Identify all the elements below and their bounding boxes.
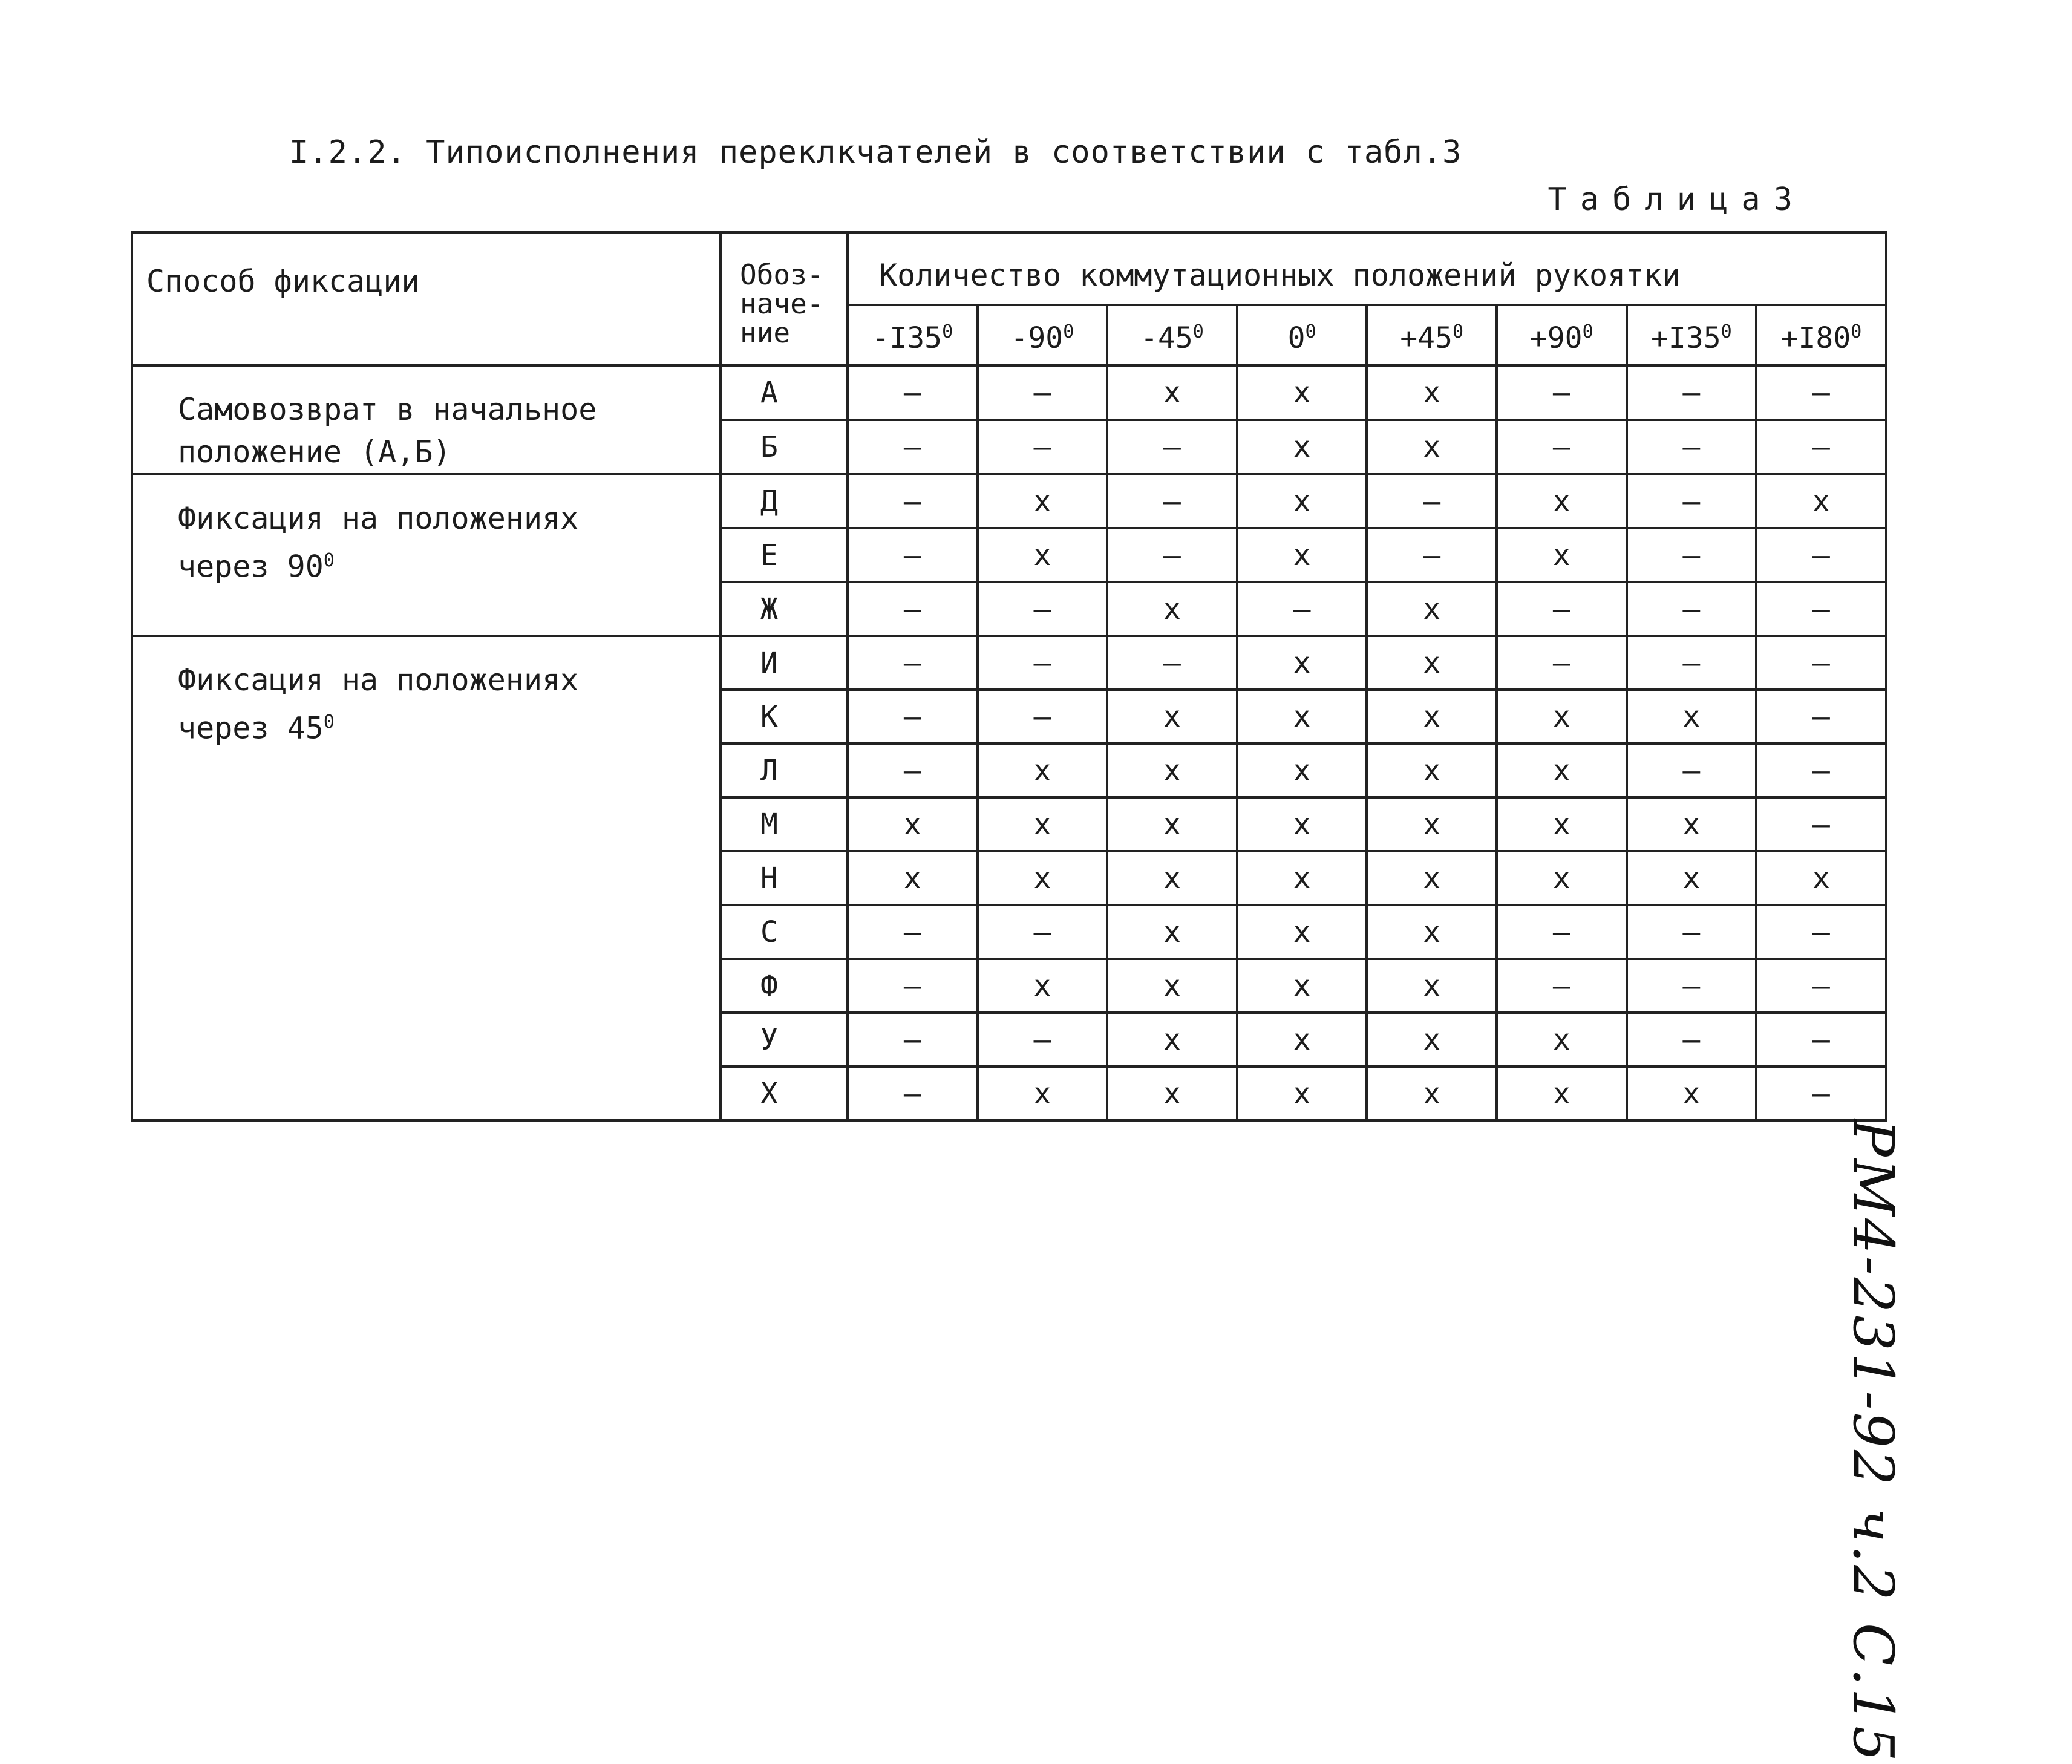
position-value-cell: – xyxy=(1627,420,1757,474)
position-value-cell: – xyxy=(978,690,1108,743)
position-label: 0 xyxy=(1287,321,1306,355)
header-position xyxy=(1237,305,1367,365)
position-value-cell: х xyxy=(1497,528,1627,582)
position-value-cell: – xyxy=(1497,420,1627,474)
position-value-cell: х xyxy=(1107,959,1237,1013)
position-value-cell: х xyxy=(1367,851,1497,905)
position-value-cell: – xyxy=(1627,636,1757,690)
position-value-cell: – xyxy=(1497,365,1627,420)
position-value-cell: х xyxy=(1107,582,1237,636)
code-cell: К xyxy=(721,690,848,743)
method-text: Самовозврат в начальное xyxy=(178,392,597,427)
position-value-cell: х xyxy=(1107,743,1237,797)
position-value-cell: – xyxy=(848,959,978,1013)
position-value-cell: – xyxy=(1367,528,1497,582)
position-value-cell: – xyxy=(848,690,978,743)
method-cell xyxy=(132,636,721,1120)
code-cell: Н xyxy=(721,851,848,905)
position-value-cell: х xyxy=(1237,474,1367,528)
header-code: Обоз- наче- ние xyxy=(721,232,848,365)
position-value-cell: х xyxy=(1627,851,1757,905)
position-value-cell: – xyxy=(1627,365,1757,420)
position-value-cell: х xyxy=(1367,959,1497,1013)
method-line xyxy=(178,497,719,540)
degree-mark: 0 xyxy=(1582,321,1593,342)
position-value-cell: х xyxy=(978,528,1108,582)
position-value-cell: – xyxy=(848,528,978,582)
method-text: Фиксация на положениях xyxy=(178,662,579,697)
position-value-cell: х xyxy=(1237,420,1367,474)
code-cell: Л xyxy=(721,743,848,797)
position-value-cell: – xyxy=(848,420,978,474)
position-value-cell: – xyxy=(1756,959,1886,1013)
method-line xyxy=(178,659,719,701)
position-value-cell: х xyxy=(978,743,1108,797)
degree-mark: 0 xyxy=(942,321,953,342)
position-value-cell: – xyxy=(848,1067,978,1120)
position-value-cell: – xyxy=(1756,528,1886,582)
degree-mark: 0 xyxy=(1063,321,1074,342)
method-line xyxy=(178,540,719,588)
position-value-cell: х xyxy=(978,851,1108,905)
position-value-cell: х xyxy=(1237,1013,1367,1067)
position-value-cell: х xyxy=(1237,797,1367,851)
position-value-cell: – xyxy=(1756,365,1886,420)
header-position xyxy=(1497,305,1627,365)
code-cell: Ф xyxy=(721,959,848,1013)
code-cell: А xyxy=(721,365,848,420)
position-value-cell: – xyxy=(1756,905,1886,959)
position-value-cell: х xyxy=(1627,797,1757,851)
position-label: -45 xyxy=(1140,321,1193,355)
degree-mark: 0 xyxy=(1192,321,1204,342)
position-value-cell: х xyxy=(1497,690,1627,743)
method-text: положение (А,Б) xyxy=(178,434,451,469)
position-label: +I35 xyxy=(1651,321,1721,355)
method-text: через 90 xyxy=(178,549,324,584)
position-value-cell: – xyxy=(848,365,978,420)
position-value-cell: – xyxy=(1756,582,1886,636)
position-value-cell: – xyxy=(1756,690,1886,743)
header-position xyxy=(1367,305,1497,365)
position-value-cell: х xyxy=(1627,1067,1757,1120)
degree-mark: 0 xyxy=(1452,321,1464,342)
position-value-cell: х xyxy=(1237,528,1367,582)
position-value-cell: х xyxy=(1237,690,1367,743)
position-value-cell: х xyxy=(978,797,1108,851)
position-value-cell: х xyxy=(1237,743,1367,797)
position-value-cell: – xyxy=(1756,797,1886,851)
position-value-cell: – xyxy=(978,420,1108,474)
position-value-cell: х xyxy=(1237,905,1367,959)
position-value-cell: х xyxy=(1237,365,1367,420)
position-value-cell: – xyxy=(1497,959,1627,1013)
position-value-cell: х xyxy=(1107,690,1237,743)
header-method: Способ фиксации xyxy=(132,232,721,365)
position-value-cell: – xyxy=(1756,1067,1886,1120)
table-row xyxy=(132,365,1886,420)
table-caption: Таблица3 xyxy=(1547,181,1806,218)
position-value-cell: х xyxy=(1367,905,1497,959)
position-value-cell: х xyxy=(1756,474,1886,528)
position-value-cell: – xyxy=(1497,582,1627,636)
position-value-cell: х xyxy=(1107,851,1237,905)
position-value-cell: – xyxy=(848,474,978,528)
position-label: +90 xyxy=(1529,321,1583,355)
code-cell: Б xyxy=(721,420,848,474)
position-value-cell: – xyxy=(978,1013,1108,1067)
position-value-cell: х xyxy=(1497,1067,1627,1120)
position-value-cell: – xyxy=(1627,1013,1757,1067)
position-value-cell: – xyxy=(1627,743,1757,797)
table-row xyxy=(132,636,1886,690)
position-value-cell: х xyxy=(1367,1013,1497,1067)
position-value-cell: – xyxy=(1627,528,1757,582)
code-cell: М xyxy=(721,797,848,851)
position-value-cell: х xyxy=(1367,636,1497,690)
position-value-cell: – xyxy=(1627,959,1757,1013)
header-position xyxy=(978,305,1108,365)
position-value-cell: – xyxy=(848,1013,978,1067)
position-value-cell: х xyxy=(1367,797,1497,851)
code-cell: И xyxy=(721,636,848,690)
position-value-cell: х xyxy=(1497,797,1627,851)
position-value-cell: х xyxy=(1367,743,1497,797)
method-cell xyxy=(132,474,721,636)
method-line xyxy=(178,388,719,431)
position-label: +I80 xyxy=(1780,321,1851,355)
degree-mark: 0 xyxy=(1305,321,1316,342)
code-cell: Х xyxy=(721,1067,848,1120)
code-cell: Д xyxy=(721,474,848,528)
position-value-cell: – xyxy=(978,365,1108,420)
method-line xyxy=(178,431,719,473)
method-line xyxy=(178,701,719,750)
position-value-cell: – xyxy=(978,905,1108,959)
position-value-cell: х xyxy=(1367,1067,1497,1120)
section-heading: I.2.2. Типоисполнения переклкчателей в соответствии с табл.3 xyxy=(289,134,1462,171)
position-value-cell: х xyxy=(1107,905,1237,959)
position-value-cell: – xyxy=(848,582,978,636)
table-row xyxy=(132,474,1886,528)
degree-mark: 0 xyxy=(1721,321,1732,342)
position-value-cell: – xyxy=(1756,420,1886,474)
position-value-cell: – xyxy=(848,905,978,959)
position-value-cell: х xyxy=(1237,636,1367,690)
position-value-cell: – xyxy=(1497,905,1627,959)
method-text: через 45 xyxy=(178,710,324,746)
position-value-cell: – xyxy=(848,743,978,797)
position-value-cell: – xyxy=(1367,474,1497,528)
position-value-cell: – xyxy=(1756,1013,1886,1067)
position-value-cell: – xyxy=(1627,582,1757,636)
position-value-cell: х xyxy=(1497,1013,1627,1067)
header-positions-group: Количество коммутационных положений рукоятки xyxy=(848,232,1886,305)
degree-mark: 0 xyxy=(323,711,335,733)
position-value-cell: х xyxy=(1497,851,1627,905)
header-position xyxy=(848,305,978,365)
position-value-cell: х xyxy=(1237,851,1367,905)
position-value-cell: – xyxy=(978,636,1108,690)
position-value-cell: х xyxy=(1237,959,1367,1013)
degree-mark: 0 xyxy=(323,550,335,571)
side-stamp: РМ4-231-92 ч.2 С.15 xyxy=(1841,1119,1906,1764)
position-value-cell: х xyxy=(978,1067,1108,1120)
position-value-cell: – xyxy=(1756,743,1886,797)
position-value-cell: х xyxy=(1367,690,1497,743)
position-value-cell: х xyxy=(1497,474,1627,528)
position-value-cell: – xyxy=(1107,528,1237,582)
code-cell: С xyxy=(721,905,848,959)
position-value-cell: х xyxy=(1107,797,1237,851)
position-value-cell: х xyxy=(1367,420,1497,474)
header-position xyxy=(1627,305,1757,365)
switch-types-table xyxy=(131,231,1887,1122)
position-value-cell: х xyxy=(848,851,978,905)
position-value-cell: х xyxy=(978,959,1108,1013)
position-value-cell: – xyxy=(978,582,1108,636)
position-value-cell: – xyxy=(1627,474,1757,528)
position-value-cell: х xyxy=(1627,690,1757,743)
position-label: -I35 xyxy=(872,321,943,355)
position-value-cell: – xyxy=(848,636,978,690)
position-value-cell: х xyxy=(848,797,978,851)
position-value-cell: х xyxy=(1237,1067,1367,1120)
position-value-cell: х xyxy=(1367,365,1497,420)
position-label: -90 xyxy=(1010,321,1064,355)
method-text: Фиксация на положениях xyxy=(178,501,579,536)
position-value-cell: – xyxy=(1107,636,1237,690)
code-cell: Е xyxy=(721,528,848,582)
method-cell xyxy=(132,365,721,474)
header-position xyxy=(1107,305,1237,365)
position-value-cell: х xyxy=(1497,743,1627,797)
position-value-cell: – xyxy=(1107,474,1237,528)
position-value-cell: х xyxy=(1756,851,1886,905)
code-cell: У xyxy=(721,1013,848,1067)
position-value-cell: – xyxy=(1107,420,1237,474)
position-value-cell: х xyxy=(978,474,1108,528)
position-value-cell: х xyxy=(1367,582,1497,636)
code-cell: Ж xyxy=(721,582,848,636)
position-value-cell: х xyxy=(1107,1013,1237,1067)
position-value-cell: х xyxy=(1107,365,1237,420)
position-value-cell: – xyxy=(1497,636,1627,690)
position-value-cell: – xyxy=(1237,582,1367,636)
position-value-cell: – xyxy=(1627,905,1757,959)
degree-mark: 0 xyxy=(1851,321,1862,342)
position-value-cell: – xyxy=(1756,636,1886,690)
position-value-cell: х xyxy=(1107,1067,1237,1120)
position-label: +45 xyxy=(1400,321,1453,355)
header-position xyxy=(1756,305,1886,365)
